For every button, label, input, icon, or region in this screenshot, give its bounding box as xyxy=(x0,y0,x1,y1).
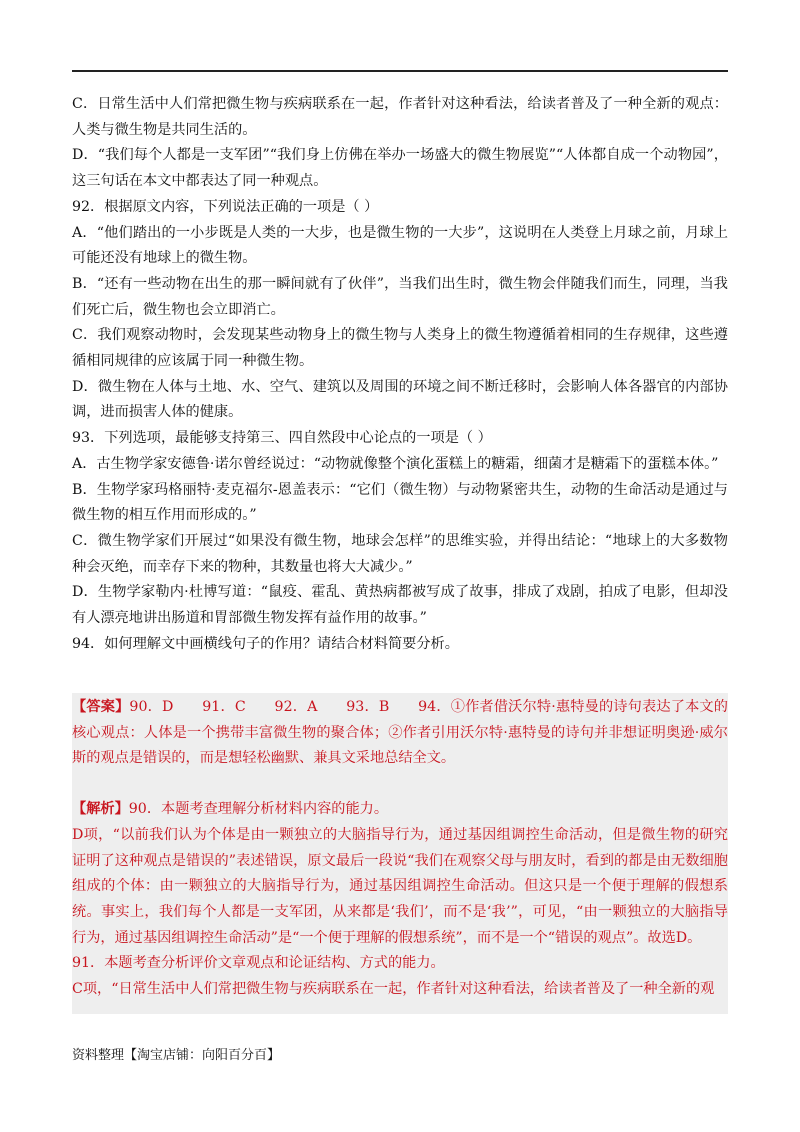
analysis-91-intro: 91．本题考查分析评价文章观点和论证结构、方式的能力。 xyxy=(72,955,445,972)
option-92-b: B．“还有一些动物在出生的那一瞬间就有了伙伴”，当我们出生时，微生物会伴随我们而生，同理，当我们死亡后，微生物也会立即消亡。 xyxy=(72,275,728,318)
answer-text: 90．D 91．C 92．A 93．B 94．①作者借沃尔特·惠特曼的诗句表达了本文的核心观点：人体是一个携带丰富微生物的聚合体；②作者引用沃尔特·惠特曼的诗句并非想证明奥逊·威尔斯的观点是错误的，而是想轻松幽默、兼具文采地总结全文。 xyxy=(72,699,728,767)
question-92-stem: 92．根据原文内容，下列说法正确的一项是（ ） xyxy=(72,198,379,215)
analysis-intro xyxy=(72,797,728,823)
analysis-tag: 【解析】 xyxy=(72,801,129,818)
question-section xyxy=(72,92,728,657)
option-93-b: B．生物学家玛格丽特·麦克福尔-恩盖表示：“它们（微生物）与动物紧密共生，动物的生命活动是通过与微生物的相互作用而形成的。” xyxy=(72,481,728,524)
answer-paragraph xyxy=(72,695,728,772)
footer-source: 资料整理【淘宝店铺：向阳百分百】 xyxy=(72,1048,281,1063)
analysis-91-c: C项，“日常生活中人们常把微生物与疾病联系在一起，作者针对这种看法，给读者普及了一种全新的观 xyxy=(72,981,715,998)
option-93-c: C．微生物学家们开展过“如果没有微生物，地球会怎样”的思维实验，并得出结论：“地球上的大多数物种会灭绝，而幸存下来的物种，其数量也将大大减少。” xyxy=(72,532,728,575)
option-92-d: D．微生物在人体与土地、水、空气、建筑以及周围的环境之间不断迁移时，会影响人体各器官的内部协调，进而损害人体的健康。 xyxy=(72,378,728,421)
header-rule xyxy=(72,70,728,72)
option-93-d: D．生物学家勒内·杜博写道：“鼠疫、霍乱、黄热病都被写成了故事，排成了戏剧，拍成了电影，但却没有人漂亮地讲出肠道和胃部微生物发挥有益作用的故事。” xyxy=(72,584,728,627)
option-91-d: D．“我们每个人都是一支军团”“我们身上仿佛在举办一场盛大的微生物展览”“人体都自成一个动物园”，这三句话在本文中都表达了同一种观点。 xyxy=(72,147,728,190)
answer-analysis-box xyxy=(72,693,728,1014)
question-93-stem: 93．下列选项，最能够支持第三、四自然段中心论点的一项是（ ） xyxy=(72,430,492,447)
spacer xyxy=(72,772,728,797)
analysis-90-d: D项，“以前我们认为个体是由一颗独立的大脑指导行为，通过基因组调控生命活动，但是微生物的研究证明了这种观点是错误的”表述错误，原文最后一段说“我们在观察父母与朋友时，看到的都是由无数细胞组成的个体：由一颗独立的大脑指导行为，通过基因组调控生命活动。但这只是一个便于理解的假想系统。事实上，我们每个人都是一支军团，从来都是‘我们’，而不是‘我’”，可见，“由一颗独立的大脑指导行为，通过基因组调控生命活动”是“一个便于理解的假想系统”，而不是一个“错误的观点”。故选D。 xyxy=(72,826,728,946)
question-94-stem: 94．如何理解文中画横线句子的作用？请结合材料简要分析。 xyxy=(72,635,459,652)
analysis-intro-text: 90．本题考查理解分析材料内容的能力。 xyxy=(128,801,389,818)
answer-tag: 【答案】 xyxy=(72,699,130,715)
option-92-a: A．“他们踏出的一小步既是人类的一大步，也是微生物的一大步”，这说明在人类登上月球之前，月球上可能还没有地球上的微生物。 xyxy=(72,224,728,267)
option-93-a: A．古生物学家安德鲁·诺尔曾经说过：“动物就像整个演化蛋糕上的糖霜，细菌才是糖霜下的蛋糕本体。” xyxy=(72,455,719,472)
option-91-c: C．日常生活中人们常把微生物与疾病联系在一起，作者针对这种看法，给读者普及了一种全新的观点：人类与微生物是共同生活的。 xyxy=(72,96,728,138)
option-92-c: C．我们观察动物时，会发现某些动物身上的微生物与人类身上的微生物遵循着相同的生存规律，这些遵循相同规律的应该属于同一种微生物。 xyxy=(72,327,728,370)
